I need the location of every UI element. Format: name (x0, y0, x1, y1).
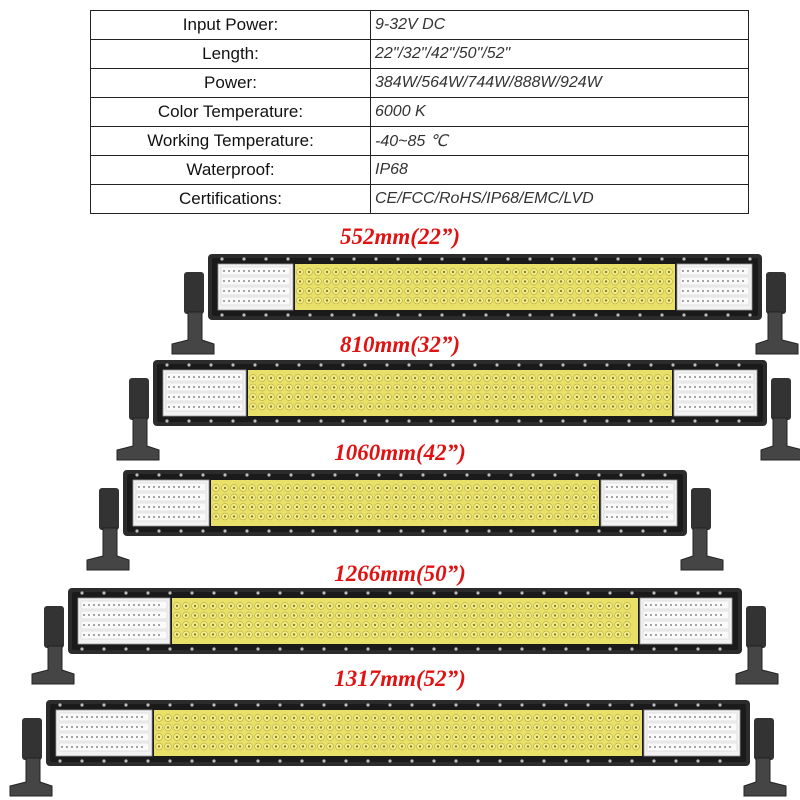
flood-reflector (640, 598, 732, 644)
spec-row (91, 11, 749, 40)
flood-reflector (218, 264, 293, 310)
spec-row (91, 156, 749, 185)
flood-reflector (133, 480, 209, 526)
bar-caption-42: 1060mm(42”) (334, 440, 466, 465)
spec-value: -40~85 ℃ (371, 127, 749, 156)
spec-row (91, 98, 749, 127)
spec-label: Length: (91, 40, 371, 69)
spec-value: 22"/32"/42"/50"/52" (371, 40, 749, 69)
mounting-bracket (10, 718, 52, 796)
spec-table (90, 10, 749, 214)
led-array (172, 598, 638, 644)
spec-row (91, 69, 749, 98)
flood-reflector (677, 264, 752, 310)
spec-value: IP68 (371, 156, 749, 185)
spec-value: 9-32V DC (371, 11, 749, 40)
spec-label: Certifications: (91, 185, 371, 214)
flood-reflector (644, 710, 740, 756)
spec-row (91, 185, 749, 214)
spec-label: Input Power: (91, 11, 371, 40)
bar-caption-50: 1266mm(50”) (334, 561, 466, 586)
flood-reflector (78, 598, 170, 644)
spec-row (91, 127, 749, 156)
mounting-bracket (87, 488, 129, 570)
led-array (154, 710, 642, 756)
spec-label: Working Temperature: (91, 127, 371, 156)
led-array (211, 480, 599, 526)
led-array (248, 370, 672, 416)
flood-reflector (163, 370, 246, 416)
light-bar-42 (85, 470, 725, 570)
bar-caption-32: 810mm(32”) (339, 332, 461, 357)
mounting-bracket (744, 718, 786, 796)
flood-reflector (56, 710, 152, 756)
flood-reflector (601, 480, 677, 526)
bar-caption-22: 552mm(22”) (339, 224, 461, 249)
bar-caption-52: 1317mm(52”) (334, 666, 466, 691)
spec-label: Waterproof: (91, 156, 371, 185)
spec-label: Power: (91, 69, 371, 98)
led-array (295, 264, 675, 310)
spec-value: 6000 K (371, 98, 749, 127)
spec-value: 384W/564W/744W/888W/924W (371, 69, 749, 98)
light-bar-52 (8, 700, 788, 796)
spec-label: Color Temperature: (91, 98, 371, 127)
flood-reflector (674, 370, 757, 416)
spec-row (91, 40, 749, 69)
mounting-bracket (681, 488, 723, 570)
spec-value: CE/FCC/RoHS/IP68/EMC/LVD (371, 185, 749, 214)
